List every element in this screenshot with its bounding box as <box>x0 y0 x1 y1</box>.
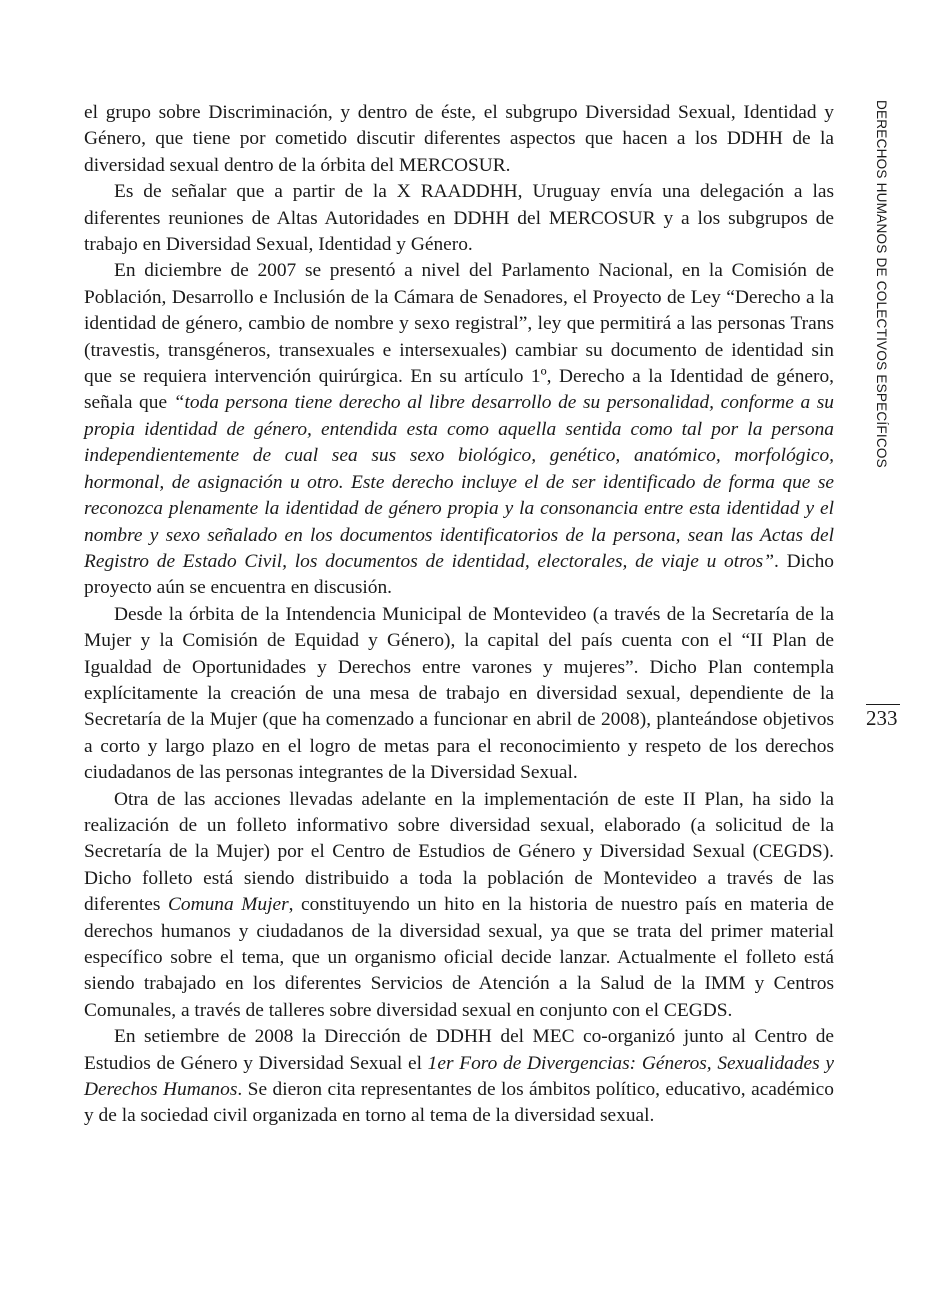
text-segment: En setiembre de 2008 la Dirección de DDHH del MEC co-organizó junto al Centro de Estudios de Género y Diversidad Sexual el <box>84 1026 834 1074</box>
text-segment: . Dicho proyecto aún se encuentra en discusión. <box>84 550 834 599</box>
italic-text-segment: Comuna Mujer <box>167 894 289 916</box>
italic-text-segment: 1er Foro de Divergencias: Géneros, Sexualidades y Derechos Humanos <box>84 1052 834 1101</box>
body-text <box>84 100 834 1130</box>
italic-text-segment: “toda persona tiene derecho al libre desarrollo de su personalidad, conforme a su propia identidad de género, entendida esta como aquella sentida como tal por la persona independientemente de cual sea sus sexo biológico, genético, anatómico, morfológico, hormonal, de asignación u otro. Este derecho incluye el de ser identificado de forma que se reconozca plenamente la identidad de género propia y la consonancia entre esta identidad y el nombre y sexo señalado en los documentos identificatorios de la persona, sean las Actas del Registro de Estado Civil, los documentos de identidad, electorales, de viaje u otros” <box>84 392 835 572</box>
text-segment: Es de señalar que a partir de la X RAADDHH, Uruguay envía una delegación a las diferentes reuniones de Altas Autoridades en DDHH del MERCOSUR y a los subgrupos de trabajo en Diversidad Sexual, Identidad y Género. <box>84 181 834 256</box>
paragraph <box>84 179 834 258</box>
page-number-rule <box>866 704 900 705</box>
page-number: 233 <box>866 706 898 730</box>
paragraph <box>84 787 834 1025</box>
running-head: DERECHOS HUMANOS DE COLECTIVOS ESPECÍFICOS <box>874 100 889 468</box>
paragraph <box>84 1024 834 1130</box>
text-segment: . Se dieron cita representantes de los ámbitos político, educativo, académico y de la sociedad civil organizada en torno al tema de la diversidad sexual. <box>84 1079 834 1127</box>
text-segment: Desde la órbita de la Intendencia Municipal de Montevideo (a través de la Secretaría de la Mujer y la Comisión de Equidad y Género), la capital del país cuenta con el “II Plan de Igualdad de Oportunidades y Derechos entre varones y mujeres”. Dicho Plan contempla explícitamente la creación de una mesa de trabajo en diversidad sexual, dependiente de la Secretaría de la Mujer (que ha comenzado a funcionar en abril de 2008), planteándose objetivos a corto y largo plazo en el logro de metas para el reconocimiento y respeto de los derechos ciudadanos de las personas integrantes de la Diversidad Sexual. <box>84 603 834 784</box>
paragraph <box>84 258 834 601</box>
paragraph <box>84 602 834 787</box>
text-segment: Otra de las acciones llevadas adelante en la implementación de este II Plan, ha sido la realización de un folleto informativo sobre diversidad sexual, elaborado (a solicitud de la Secretaría de la Mujer) por el Centro de Estudios de Género y Diversidad Sexual (CEGDS). Dicho folleto está siendo distribuido a toda la población de Montevideo a través de las diferentes <box>84 788 834 916</box>
text-segment: En diciembre de 2007 se presentó a nivel del Parlamento Nacional, en la Comisión de Población, Desarrollo e Inclusión de la Cámara de Senadores, el Proyecto de Ley “Derecho a la identidad de género, cambio de nombre y sexo registral”, ley que permitirá a las personas Trans (travestis, transgéneros, transexuales e intersexuales) cambiar su documento de identidad sin que se requiera intervención quirúrgica. En su artículo 1º, Derecho a la Identidad de género, señala que <box>84 260 834 414</box>
text-segment: , constituyendo un hito en la historia de nuestro país en materia de derechos humanos y ciudadanos de la diversidad sexual, ya que se trata del primer material específico sobre el tema, que un organismo oficial decide lanzar. Actualmente el folleto está siendo trabajado en los diferentes Servicios de Atención a la Salud de la IMM y Centros Comunales, a través de talleres sobre diversidad sexual en conjunto con el CEGDS. <box>84 894 834 1021</box>
paragraph <box>84 100 834 179</box>
text-segment: el grupo sobre Discriminación, y dentro de éste, el subgrupo Diversidad Sexual, Identidad y Género, que tiene por cometido discutir diferentes aspectos que hacen a los DDHH de la diversidad sexual dentro de la órbita del MERCOSUR. <box>84 102 834 176</box>
